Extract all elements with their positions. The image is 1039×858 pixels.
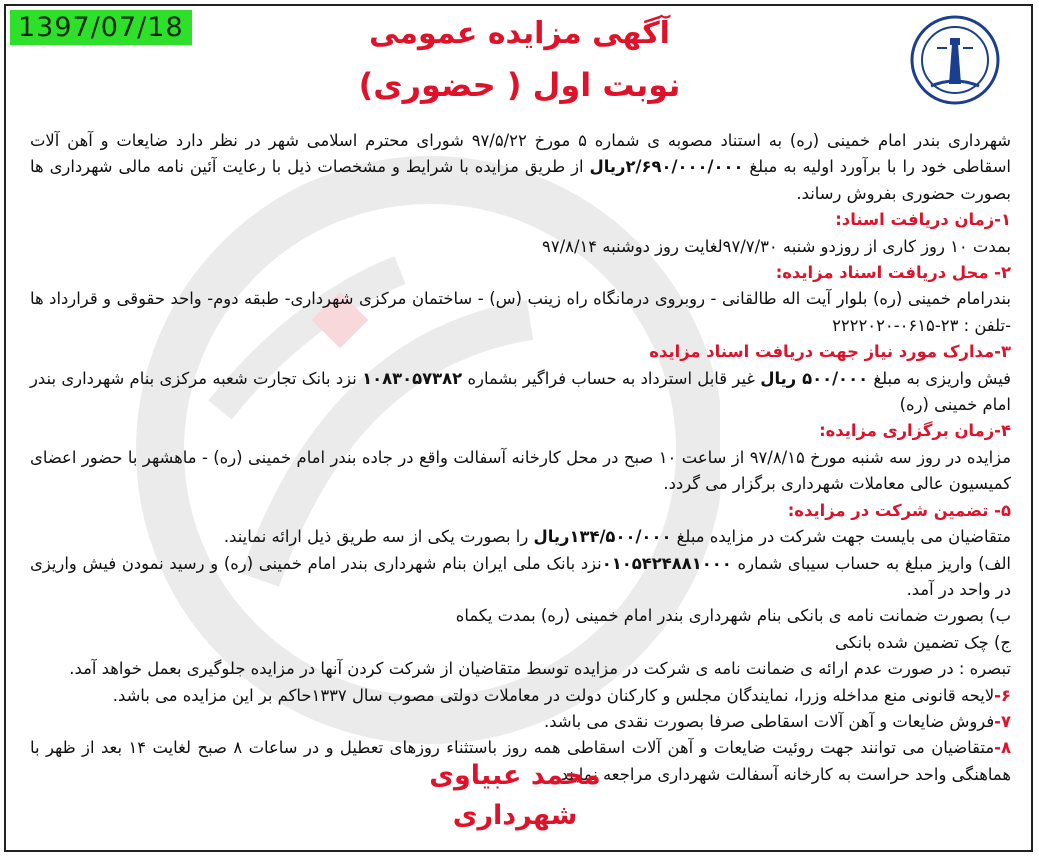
section-7 [30, 709, 1011, 735]
section-2-heading: ۲- محل دریافت اسناد مزایده: [775, 263, 1011, 283]
section-5-heading: ۵- تضمین شرکت در مزایده: [787, 500, 1011, 520]
s6-text: لایحه قانونی منع مداخله وزرا، نمایندگان مجلس و کارکنان دولت در معاملات دولتی مصوب سال ۱۳۳۷حاکم بر این مزایده می باشد. [112, 685, 995, 705]
section-5-option-a [30, 551, 1011, 604]
intro-paragraph [30, 128, 1011, 207]
s5-text-2: را بصورت یکی از سه طریق ذیل ارائه نمایند. [223, 527, 534, 547]
s7-number: ۷- [994, 711, 1011, 731]
section-4-text: مزایده در روز سه شنبه مورخ ۹۷/۸/۱۵ از ساعت ۱۰ صبح در محل کارخانه آسفالت واقع در جاده بندر امام خمینی (ره) - ماهشهر با حضور اعضای کمیسیون عالی معاملات شهرداری برگزار می گردد. [30, 447, 1012, 494]
s8-text: متقاضیان می توانند جهت روئیت ضایعات و آهن آلات اسقاطی همه روز باستثناء روزهای تعطیل و در ساعات ۸ صبح لغایت ۱۴ بعد از ظهر با هماهنگی واحد حراست به کارخانه آسفالت شهرداری مراجعه نمایند. [30, 738, 1011, 784]
section-5-text [30, 524, 1011, 550]
s5-a-text-1: الف) واریز مبلغ به حساب سیبای شماره [731, 553, 1011, 573]
s3-account: ۱۰۸۳۰۵۷۳۸۲ [362, 368, 463, 388]
s3-text-1: فیش واریزی به مبلغ [868, 368, 1012, 388]
s6-number: ۶- [994, 685, 1011, 705]
s5-a-text-2: نزد بانک ملی ایران بنام شهرداری بندر امام خمینی (ره) و رسید نمودن فیش واریزی در واحد در آمد. [30, 553, 1011, 599]
s3-text-2: غیر قابل استرداد به حساب فراگیر بشماره [462, 368, 761, 388]
s3-amount: ۵۰۰/۰۰۰ ریال [760, 368, 869, 388]
page-subtitle: نوبت اول ( حضوری) [358, 66, 681, 104]
s3-text-3: نزد بانک تجارت شعبه مرکزی بنام شهرداری بندر امام خمینی (ره) [30, 368, 1011, 415]
s5-a-account: ۰۱۰۵۴۲۴۸۸۱۰۰۰ [601, 553, 732, 573]
s5-text-1: متقاضیان می بایست جهت شرکت در مزایده مبلغ [671, 527, 1011, 547]
date-stamp: 1397/07/18 [10, 10, 192, 45]
section-6 [30, 683, 1011, 709]
notice-body [30, 128, 1011, 788]
signature-name: محمد عبیاوی [429, 760, 601, 791]
intro-text-2: از طریق مزایده با شرایط و مشخصات ذیل با رعایت آئین نامه مالی شهرداری ها بصورت حضوری بفروش رساند. [30, 157, 1011, 203]
section-5-option-c: ج) چک تضمین شده بانکی [834, 632, 1011, 652]
section-3-text [30, 366, 1011, 419]
section-3-heading: ۳-مدارک مورد نیاز جهت دریافت اسناد مزایده [649, 342, 1011, 362]
section-1-text: بمدت ۱۰ روز کاری از روزدو شنبه ۹۷/۷/۳۰لغایت روز دوشنبه ۹۷/۸/۱۴ [542, 236, 1011, 256]
s8-number: ۸- [994, 738, 1011, 758]
s7-text: فروش ضایعات و آهن آلات اسقاطی صرفا بصورت نقدی می باشد. [544, 711, 995, 731]
section-5-option-b: ب) بصورت ضمانت نامه ی بانکی بنام شهرداری بندر امام خمینی (ره) بمدت یکماه [455, 606, 1011, 626]
section-1-heading: ۱-زمان دریافت اسناد: [835, 210, 1011, 230]
section-5-note: تبصره : در صورت عدم ارائه ی ضمانت نامه ی شرکت در مزایده توسط متقاضیان از شرکت کردن آنها در مزایده جلوگیری بعمل خواهد آمد. [69, 659, 1011, 679]
s5-amount: ۱۳۴/۵۰۰/۰۰۰ریال [533, 527, 672, 547]
page-title: آگهی مزایده عمومی [369, 16, 670, 51]
intro-text-1: شهرداری بندر امام خمینی (ره) به استناد مصوبه ی شماره ۵ مورخ ۹۷/۵/۲۲ شورای محترم اسلامی شهر در نظر دارد ضایعات و آهن آلات اسقاطی خود را با برآورد اولیه به مبلغ [30, 131, 1011, 177]
signature-role: شهرداری [452, 800, 578, 831]
section-4-heading: ۴-زمان برگزاری مزایده: [819, 421, 1011, 441]
section-2-text: بندرامام خمینی (ره) بلوار آیت اله طالقانی - روبروی درمانگاه راه زینب (س) - ساختمان مرکزی شهرداری- طبقه دوم- واحد حقوقی و قرارداد ها -تلفن : ۲۳-۰۶۱۵-۲۲۲۲۰۲۰ [30, 289, 1011, 335]
intro-amount: ۲/۶۹۰/۰۰۰/۰۰۰ریال [589, 157, 744, 177]
